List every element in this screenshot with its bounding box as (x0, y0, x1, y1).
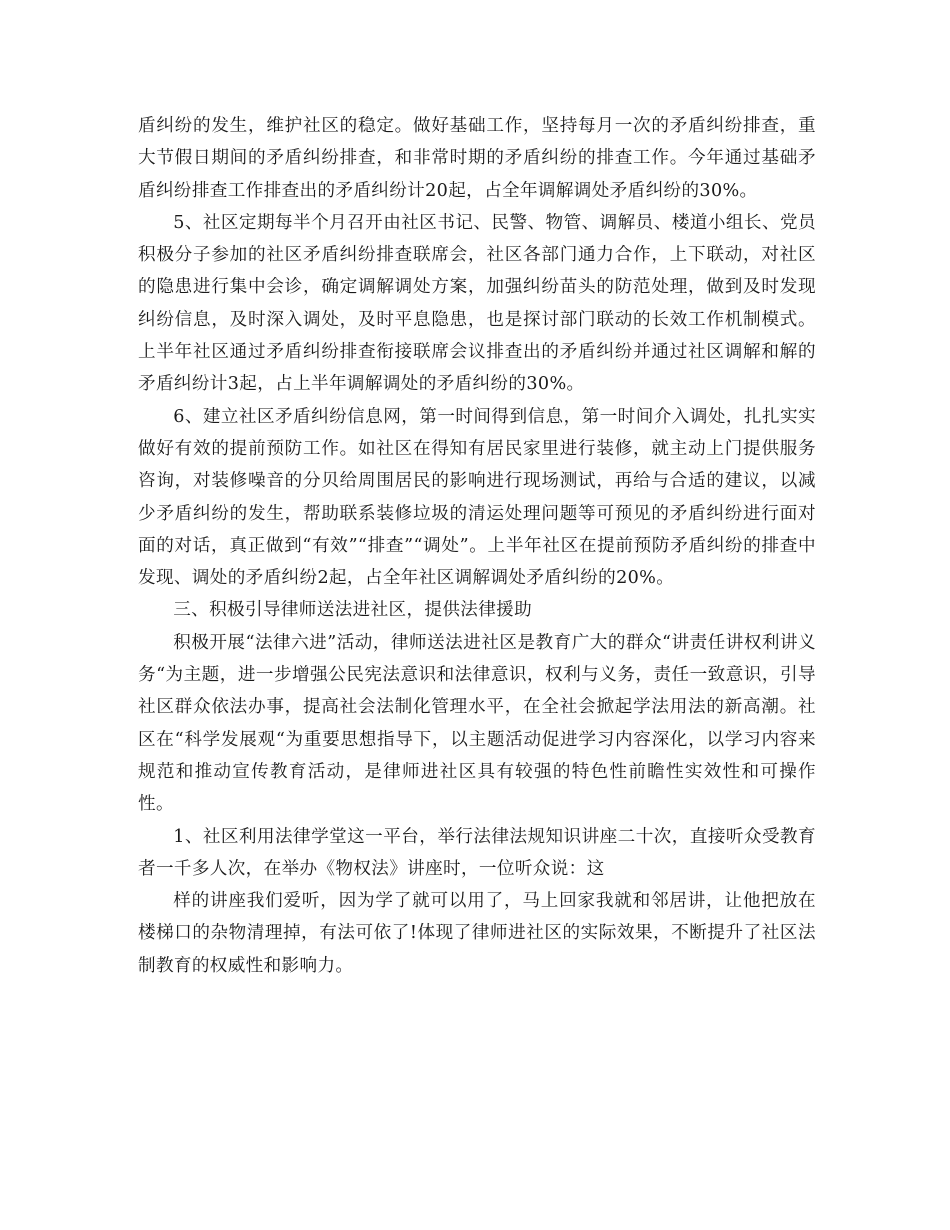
paragraph-law-six-entries: 积极开展“法律六进”活动，律师送法进社区是教育广大的群众“讲责任讲权利讲义务“为主题，进一步增强公民宪法意识和法律意识，权利与义务，责任一致意识，引导社区群众依法办事，提高社会法制化管理水平，在全社会掀起学法用法的新高潮。社区在“科学发展观“为重要思想指导下，以主题活动促进学习内容深化，以学习内容来规范和推动宣传教育活动，是律师进社区具有较强的特色性前瞻性实效性和可操作性。 (138, 632, 816, 815)
paragraph-item-5-joint-meeting: 5、社区定期每半个月召开由社区书记、民警、物管、调解员、楼道小组长、党员积极分子参加的社区矛盾纠纷排查联席会，社区各部门通力合作，上下联动，对社区的隐患进行集中会诊，确定调解调处方案，加强纠纷苗头的防范处理，做到及时发现纠纷信息，及时深入调处，及时平息隐患，也是探讨部门联动的长效工作机制模式。上半年社区通过矛盾纠纷排查衔接联席会议排查出的矛盾纠纷并通过社区调解和解的矛盾纠纷计3起，占上半年调解调处的矛盾纠纷的30%。 (138, 212, 816, 395)
document-body (138, 110, 816, 982)
paragraph-dispute-prevention-continued: 盾纠纷的发生，维护社区的稳定。做好基础工作，坚持每月一次的矛盾纠纷排查，重大节假日期间的矛盾纠纷排查，和非常时期的矛盾纠纷的排查工作。今年通过基础矛盾纠纷排查工作排查出的矛盾纠纷计20起，占全年调解调处矛盾纠纷的30%。 (138, 116, 816, 201)
section-heading-lawyers-into-community: 三、积极引导律师送法进社区，提供法律援助 (173, 600, 533, 621)
paragraph-audience-quote: 样的讲座我们爱听，因为学了就可以用了，马上回家我就和邻居讲，让他把放在楼梯口的杂物清理掉，有法可依了!体现了律师进社区的实际效果，不断提升了社区法制教育的权威性和影响力。 (138, 891, 816, 976)
paragraph-item-6-info-network: 6、建立社区矛盾纠纷信息网，第一时间得到信息，第一时间介入调处，扎扎实实做好有效的提前预防工作。如社区在得知有居民家里进行装修，就主动上门提供服务咨询，对装修噪音的分贝给周围居民的影响进行现场测试，再给与合适的建议，以减少矛盾纠纷的发生，帮助联系装修垃圾的清运处理问题等可预见的矛盾纠纷进行面对面的对话，真正做到“有效”“排查”“调处”。上半年社区在提前预防矛盾纠纷的排查中发现、调处的矛盾纠纷2起，占全年社区调解调处矛盾纠纷的20%。 (138, 406, 816, 589)
paragraph-item-1-law-classroom: 1、社区利用法律学堂这一平台，举行法律法规知识讲座二十次，直接听众受教育者一千多人次，在举办《物权法》讲座时，一位听众说：这 (138, 826, 816, 879)
